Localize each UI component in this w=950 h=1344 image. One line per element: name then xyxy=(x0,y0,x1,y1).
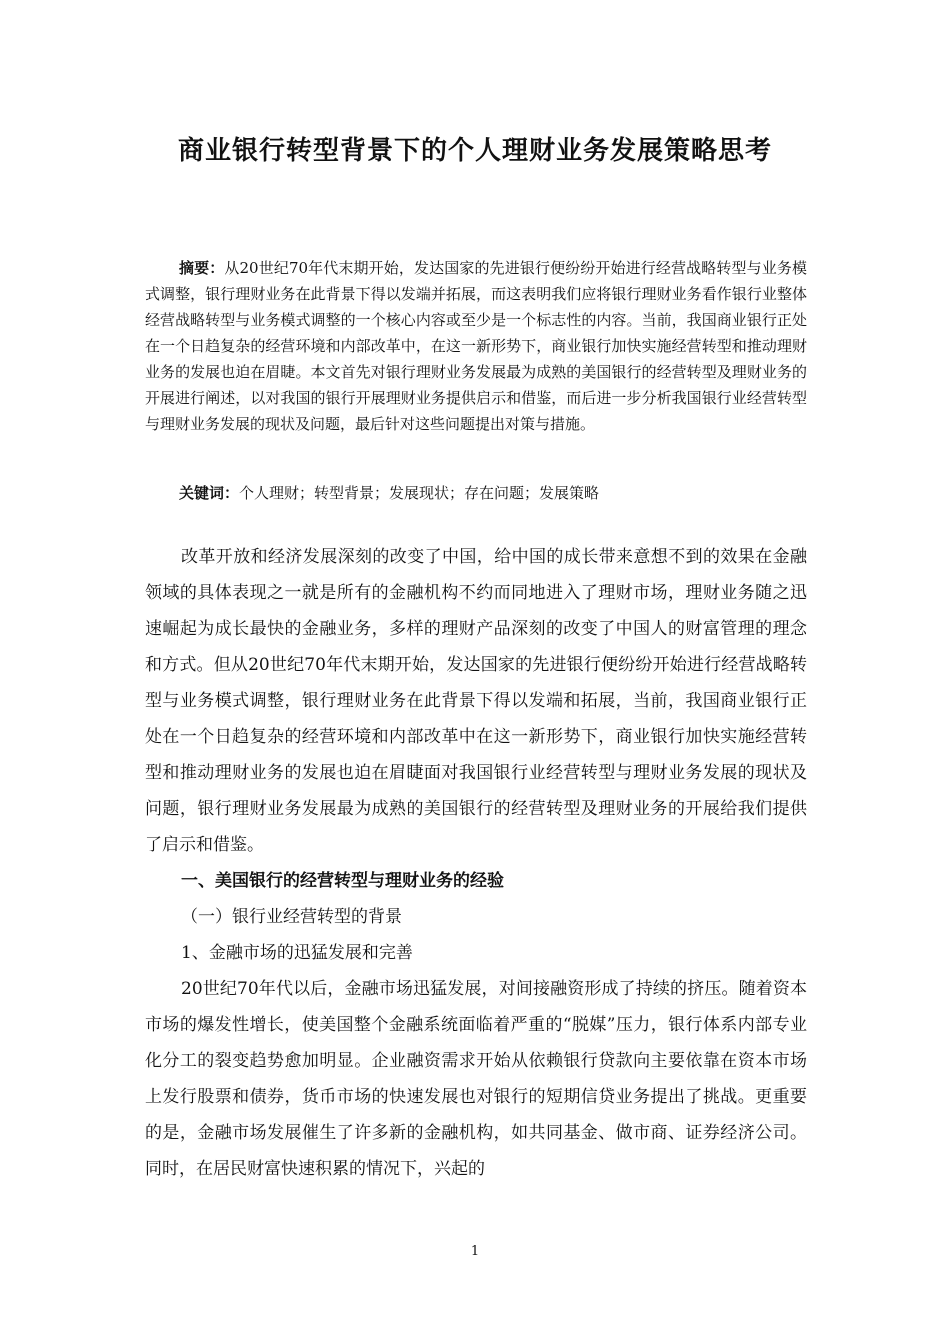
abstract xyxy=(145,255,807,437)
paragraph-financial-market: 20世纪70年代以后，金融市场迅猛发展，对间接融资形成了持续的挤压。随着资本市场的爆发性增长，使美国整个金融系统面临着严重的“脱媒”压力，银行体系内部专业化分工的裂变趋势愈加明显。企业融资需求开始从依赖银行贷款向主要依靠在资本市场上发行股票和债券，货币市场的快速发展也对银行的短期信贷业务提出了挑战。更重要的是，金融市场发展催生了许多新的金融机构，如共同基金、做市商、证券经济公司。同时，在居民财富快速积累的情况下，兴起的 xyxy=(145,979,807,1179)
abstract-label: 摘要： xyxy=(179,259,225,277)
abstract-text: 从20世纪70年代末期开始，发达国家的先进银行便纷纷开始进行经营战略转型与业务模式调整，银行理财业务在此背景下得以发端并拓展，而这表明我们应将银行理财业务看作银行业整体经营战略转型与业务模式调整的一个核心内容或至少是一个标志性的内容。当前，我国商业银行正处在一个日趋复杂的经营环境和内部改革中，在这一新形势下，商业银行加快实施经营转型和推动理财业务的发展也迫在眉睫。本文首先对银行理财业务发展最为成熟的美国银行的经营转型及理财业务的开展进行阐述，以对我国的银行开展理财业务提供启示和借鉴，而后进一步分析我国银行业经营转型与理财业务发展的现状及问题，最后针对这些问题提出对策与措施。 xyxy=(145,259,807,433)
sub-subsection-heading-1: 1、金融市场的迅猛发展和完善 xyxy=(181,943,413,963)
keywords xyxy=(179,480,599,506)
document-title: 商业银行转型背景下的个人理财业务发展策略思考 xyxy=(177,136,772,166)
body-text xyxy=(145,539,807,1187)
keywords-text: 个人理财；转型背景；发展现状；存在问题；发展策略 xyxy=(239,484,600,502)
section-heading-1: 一、美国银行的经营转型与理财业务的经验 xyxy=(181,871,504,891)
keywords-label: 关键词： xyxy=(179,484,240,502)
subsection-heading-1: （一）银行业经营转型的背景 xyxy=(181,907,402,927)
page-number: 1 xyxy=(470,1244,480,1259)
paragraph-intro: 改革开放和经济发展深刻的改变了中国，给中国的成长带来意想不到的效果在金融领域的具体表现之一就是所有的金融机构不约而同地进入了理财市场，理财业务随之迅速崛起为成长最快的金融业务，多样的理财产品深刻的改变了中国人的财富管理的理念和方式。但从20世纪70年代末期开始，发达国家的先进银行便纷纷开始进行经营战略转型与业务模式调整，银行理财业务在此背景下得以发端和拓展，当前，我国商业银行正处在一个日趋复杂的经营环境和内部改革中在这一新形势下，商业银行加快实施经营转型和推动理财业务的发展也迫在眉睫面对我国银行业经营转型与理财业务发展的现状及问题，银行理财业务发展最为成熟的美国银行的经营转型及理财业务的开展给我们提供了启示和借鉴。 xyxy=(145,547,807,855)
